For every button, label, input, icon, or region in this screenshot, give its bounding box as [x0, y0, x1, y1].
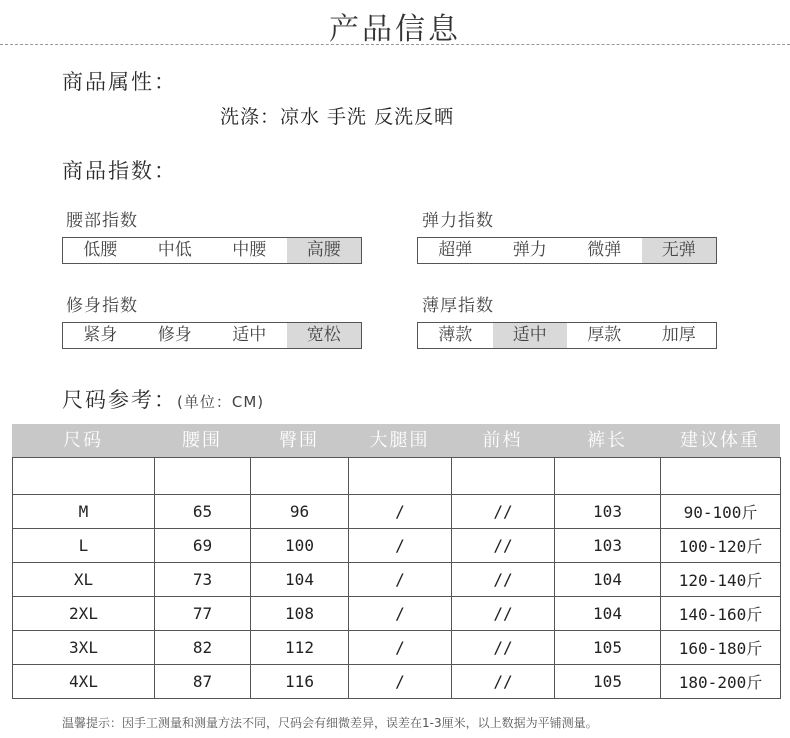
cell-front-rise: //	[452, 563, 555, 597]
cell-weight: 140-160斤	[661, 597, 781, 631]
size-table-header	[12, 424, 780, 457]
cell-size: 4XL	[13, 665, 155, 699]
cell-front-rise: //	[452, 597, 555, 631]
size-chart-unit: (单位：CM)	[177, 393, 265, 411]
table-row	[13, 529, 781, 563]
fit-index-label: 修身指数	[66, 296, 138, 316]
cell-weight: 160-180斤	[661, 631, 781, 665]
cell-length: 104	[555, 597, 661, 631]
cell-front-rise: //	[452, 631, 555, 665]
cell-hip: 108	[251, 597, 349, 631]
title-divider	[0, 44, 790, 45]
elastic-index-scale	[417, 237, 717, 264]
indices-heading: 商品指数：	[62, 159, 177, 183]
size-chart-heading	[62, 384, 264, 414]
wash-instructions: 洗涤：凉水 手洗 反洗反晒	[220, 106, 455, 128]
elastic-option-selected: 无弹	[642, 238, 717, 263]
fit-option-selected: 宽松	[287, 323, 362, 348]
waist-option: 中低	[157, 240, 192, 260]
header-hip: 臀围	[279, 430, 319, 451]
header-weight: 建议体重	[680, 430, 760, 451]
cell-hip: 96	[251, 495, 349, 529]
waist-index-scale	[62, 237, 362, 264]
cell-length: 103	[555, 495, 661, 529]
cell-thigh: /	[349, 529, 452, 563]
cell-length: 103	[555, 529, 661, 563]
cell-thigh: /	[349, 597, 452, 631]
table-row	[13, 665, 781, 699]
header-size: 尺码	[63, 430, 103, 451]
page-title: 产品信息	[329, 12, 461, 47]
elastic-option: 弹力	[512, 240, 547, 260]
cell-weight: 120-140斤	[661, 563, 781, 597]
cell-size: 2XL	[13, 597, 155, 631]
thickness-option: 加厚	[661, 325, 696, 345]
fit-option: 修身	[157, 325, 192, 345]
thickness-option: 薄款	[438, 325, 473, 345]
cell-length: 104	[555, 563, 661, 597]
cell-waist: 69	[155, 529, 251, 563]
cell-thigh: /	[349, 495, 452, 529]
cell-waist: 87	[155, 665, 251, 699]
header-length: 裤长	[587, 430, 627, 451]
elastic-option: 超弹	[438, 240, 473, 260]
cell-front-rise: //	[452, 495, 555, 529]
header-front-rise: 前档	[482, 430, 523, 451]
cell-thigh: /	[349, 631, 452, 665]
cell-size: L	[13, 529, 155, 563]
cell-weight: 180-200斤	[661, 665, 781, 699]
waist-index-label: 腰部指数	[66, 211, 138, 231]
elastic-option: 微弹	[587, 240, 622, 260]
cell-length: 105	[555, 631, 661, 665]
cell-weight: 100-120斤	[661, 529, 781, 563]
header-waist: 腰围	[182, 430, 222, 451]
table-row	[13, 631, 781, 665]
cell-weight: 90-100斤	[661, 495, 781, 529]
cell-hip: 112	[251, 631, 349, 665]
thickness-option-selected: 适中	[493, 323, 568, 348]
cell-waist: 77	[155, 597, 251, 631]
table-row	[13, 495, 781, 529]
waist-option: 低腰	[83, 240, 118, 260]
cell-thigh: /	[349, 665, 452, 699]
waist-option-selected: 高腰	[287, 238, 362, 263]
thickness-option: 厚款	[587, 325, 622, 345]
fit-option: 紧身	[83, 325, 118, 345]
waist-option: 中腰	[232, 240, 267, 260]
cell-thigh: /	[349, 563, 452, 597]
size-chart-title: 尺码参考：	[62, 388, 177, 412]
cell-waist: 82	[155, 631, 251, 665]
attributes-heading: 商品属性：	[62, 70, 177, 94]
fit-option: 适中	[232, 325, 267, 345]
cell-front-rise: //	[452, 529, 555, 563]
thickness-index-scale	[417, 322, 717, 349]
table-row	[13, 597, 781, 631]
cell-waist: 65	[155, 495, 251, 529]
table-row	[13, 458, 781, 495]
cell-waist: 73	[155, 563, 251, 597]
table-row	[13, 563, 781, 597]
header-thigh: 大腿围	[369, 430, 430, 451]
size-table	[12, 457, 781, 699]
cell-size: 3XL	[13, 631, 155, 665]
thickness-index-label: 薄厚指数	[422, 296, 494, 316]
elastic-index-label: 弹力指数	[422, 211, 494, 231]
cell-hip: 104	[251, 563, 349, 597]
cell-hip: 116	[251, 665, 349, 699]
cell-hip: 100	[251, 529, 349, 563]
fit-index-scale	[62, 322, 362, 349]
cell-length: 105	[555, 665, 661, 699]
cell-size: M	[13, 495, 155, 529]
measurement-note: 温馨提示：因手工测量和测量方法不同，尺码会有细微差异，误差在1-3厘米，以上数据为平铺测量。	[62, 716, 598, 730]
cell-front-rise: //	[452, 665, 555, 699]
cell-size: XL	[13, 563, 155, 597]
